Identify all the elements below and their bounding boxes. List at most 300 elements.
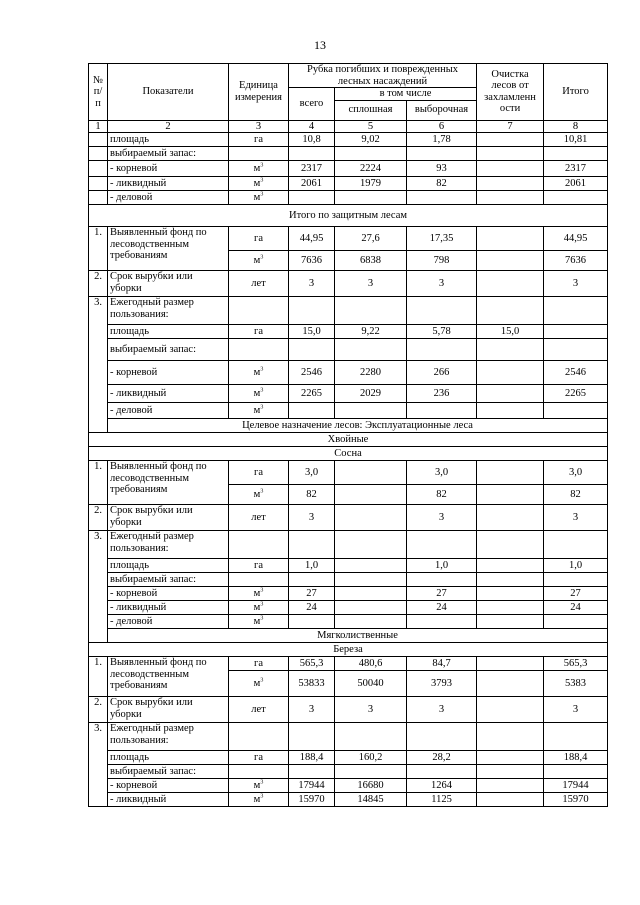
value-cell: 93 [407,161,477,177]
value-cell: 24 [289,601,335,615]
section-row [89,643,608,657]
value-cell [335,461,407,485]
value-cell: 480,6 [335,657,407,671]
empty-cell [335,723,407,751]
empty-cell [335,297,407,325]
value-cell: 1979 [335,177,407,191]
value-cell: 266 [407,361,477,385]
value-cell [335,587,407,601]
value-cell: 1,78 [407,133,477,147]
table-cell [229,573,289,587]
table-row [89,271,608,297]
unit-text: м [253,404,261,416]
value-cell [544,325,608,339]
value-cell: 27,6 [335,227,407,251]
table-cell [89,177,108,191]
label-liquid: - ликвидный [108,177,229,191]
label-area: площадь [108,325,229,339]
unit-superscript: 3 [260,387,264,394]
table-row [89,385,608,403]
unit-superscript: 3 [260,177,264,184]
empty-cell [477,765,544,779]
value-cell: 17,35 [407,227,477,251]
empty-cell [289,765,335,779]
header-row [89,64,608,88]
value-cell: 17944 [544,779,608,793]
value-cell [477,587,544,601]
label-term: Срок вырубки или уборки [108,271,229,297]
value-cell: 3793 [407,671,477,697]
section-row [89,419,608,433]
empty-cell [289,297,335,325]
value-cell: 15,0 [289,325,335,339]
table-cell [229,531,289,559]
column-number: 5 [335,120,407,133]
value-cell: 16680 [335,779,407,793]
table-row [89,587,608,601]
value-cell [477,671,544,697]
value-cell: 3 [544,505,608,531]
row-number: 3. [89,531,108,643]
page-number: 13 [314,38,326,52]
section-title: Сосна [89,447,608,461]
value-cell: 2061 [544,177,608,191]
unit-cell: га [229,227,289,251]
unit-superscript: 3 [260,488,264,495]
empty-cell [289,531,335,559]
label-area: площадь [108,559,229,573]
value-cell: 3 [335,271,407,297]
empty-cell [407,615,477,629]
empty-cell [289,339,335,361]
value-cell: 82 [544,485,608,505]
unit-text: м [253,191,261,203]
unit-superscript: 3 [260,779,264,786]
table-row [89,147,608,161]
unit-cell: га [229,325,289,339]
unit-text: м [253,366,261,378]
value-cell: 14845 [335,793,407,807]
empty-cell [477,339,544,361]
unit-cell: лет [229,505,289,531]
table-row [89,601,608,615]
label-business: - деловой [108,403,229,419]
empty-cell [407,573,477,587]
section-title: Береза [89,643,608,657]
value-cell [477,601,544,615]
table-row [89,657,608,671]
section-title: Целевое назначение лесов: Эксплуатационные леса [108,419,608,433]
unit-cell [229,191,289,205]
row-number: 1. [89,227,108,271]
value-cell: 28,2 [407,751,477,765]
value-cell: 3 [289,271,335,297]
value-cell: 1,0 [289,559,335,573]
value-cell: 3,0 [289,461,335,485]
unit-cell [229,671,289,697]
value-cell: 1,0 [544,559,608,573]
empty-cell [544,531,608,559]
value-cell: 3 [335,697,407,723]
header-select: выборочная [407,100,477,120]
value-cell [477,161,544,177]
label-area: площадь [108,133,229,147]
unit-text: м [253,162,261,174]
unit-superscript: 3 [260,601,264,608]
value-cell: 5383 [544,671,608,697]
table-row [89,297,608,325]
value-cell: 27 [407,587,477,601]
empty-cell [544,339,608,361]
value-cell: 24 [407,601,477,615]
table-cell [229,339,289,361]
header-unit: Единица измерения [229,64,289,121]
value-cell: 53833 [289,671,335,697]
value-cell: 3 [407,505,477,531]
empty-cell [335,765,407,779]
value-cell [477,385,544,403]
empty-cell [544,297,608,325]
section-row [89,629,608,643]
value-cell: 188,4 [289,751,335,765]
label-annual: Ежегодный размер пользования: [108,297,229,325]
unit-cell [229,779,289,793]
table-cell [229,765,289,779]
value-cell: 15970 [544,793,608,807]
table-row [89,765,608,779]
value-cell [477,559,544,573]
label-liquid: - ликвидный [108,385,229,403]
empty-cell [289,615,335,629]
unit-cell [229,177,289,191]
empty-cell [407,531,477,559]
unit-text: м [253,677,261,689]
value-cell: 1264 [407,779,477,793]
empty-cell [335,191,407,205]
empty-cell [544,191,608,205]
table-row [89,339,608,361]
value-cell [477,751,544,765]
label-stock: выбираемый запас: [108,147,229,161]
table-row [89,505,608,531]
value-cell: 24 [544,601,608,615]
column-number: 3 [229,120,289,133]
value-cell: 2280 [335,361,407,385]
unit-cell [229,793,289,807]
section-title: Хвойные [89,433,608,447]
table-row [89,461,608,485]
value-cell: 44,95 [544,227,608,251]
value-cell: 3,0 [544,461,608,485]
header-clear: сплошная [335,100,407,120]
column-number: 7 [477,120,544,133]
value-cell: 84,7 [407,657,477,671]
value-cell: 565,3 [544,657,608,671]
row-number: 2. [89,271,108,297]
section-row [89,205,608,227]
value-cell [477,227,544,251]
empty-cell [335,573,407,587]
table-row [89,177,608,191]
value-cell: 565,3 [289,657,335,671]
value-cell: 1125 [407,793,477,807]
empty-cell [335,339,407,361]
label-fund: Выявленный фонд по лесоводственным требованиям [108,461,229,505]
value-cell [477,793,544,807]
table-row [89,615,608,629]
table-row [89,573,608,587]
table-row [89,361,608,385]
row-number: 1. [89,461,108,505]
header-num: № п/ п [89,64,108,121]
header-felling: Рубка погибших и поврежденных лесных насаждений [289,64,477,88]
empty-cell [477,531,544,559]
unit-cell: га [229,133,289,147]
unit-cell [229,587,289,601]
value-cell [477,697,544,723]
table-row [89,697,608,723]
label-stock: выбираемый запас: [108,573,229,587]
value-cell [335,559,407,573]
table-row [89,227,608,251]
label-term: Срок вырубки или уборки [108,697,229,723]
unit-cell: га [229,657,289,671]
row-number: 2. [89,505,108,531]
section-title: Мягколиственные [108,629,608,643]
value-cell [477,133,544,147]
table-row [89,779,608,793]
value-cell: 7636 [544,251,608,271]
empty-cell [477,297,544,325]
label-root: - корневой [108,587,229,601]
label-stock: выбираемый запас: [108,765,229,779]
unit-cell [229,615,289,629]
section-title: Итого по защитным лесам [89,205,608,227]
unit-cell: га [229,461,289,485]
value-cell: 2029 [335,385,407,403]
label-root: - корневой [108,161,229,177]
empty-cell [544,765,608,779]
empty-cell [544,147,608,161]
header-incl: в том числе [335,88,477,101]
table-row [89,191,608,205]
header-indicator: Показатели [108,64,229,121]
unit-superscript: 3 [260,162,264,169]
unit-cell [229,385,289,403]
value-cell [335,601,407,615]
table-cell [229,723,289,751]
empty-cell [289,147,335,161]
value-cell: 2265 [289,385,335,403]
unit-cell: лет [229,271,289,297]
column-number-row [89,120,608,133]
table-row [89,559,608,573]
value-cell: 160,2 [335,751,407,765]
table-cell [89,133,108,147]
unit-superscript: 3 [260,404,264,411]
column-number: 2 [108,120,229,133]
table-row [89,161,608,177]
empty-cell [407,147,477,161]
table-cell [229,147,289,161]
unit-cell [229,361,289,385]
label-root: - корневой [108,779,229,793]
header-total-all: всего [289,88,335,121]
value-cell: 15,0 [477,325,544,339]
table-row [89,531,608,559]
unit-text: м [253,793,261,805]
column-number: 6 [407,120,477,133]
value-cell: 82 [407,485,477,505]
value-cell: 27 [289,587,335,601]
unit-superscript: 3 [260,615,264,622]
table-row [89,751,608,765]
value-cell [335,505,407,531]
unit-superscript: 3 [260,366,264,373]
unit-cell [229,251,289,271]
value-cell: 2546 [544,361,608,385]
label-business: - деловой [108,615,229,629]
unit-cell [229,601,289,615]
value-cell [477,361,544,385]
empty-cell [335,403,407,419]
value-cell [477,485,544,505]
header-itogo: Итого [544,64,608,121]
value-cell: 3 [407,697,477,723]
table-row [89,133,608,147]
column-number: 1 [89,120,108,133]
empty-cell [407,723,477,751]
section-row [89,447,608,461]
unit-text: м [253,254,261,266]
row-number: 2. [89,697,108,723]
value-cell [335,485,407,505]
empty-cell [289,573,335,587]
empty-cell [407,191,477,205]
label-business: - деловой [108,191,229,205]
label-area: площадь [108,751,229,765]
value-cell: 3 [544,271,608,297]
row-number: 3. [89,297,108,433]
unit-superscript: 3 [260,254,264,261]
empty-cell [407,339,477,361]
empty-cell [544,403,608,419]
value-cell: 2061 [289,177,335,191]
label-liquid: - ликвидный [108,793,229,807]
empty-cell [289,723,335,751]
unit-superscript: 3 [260,677,264,684]
table-cell [229,297,289,325]
empty-cell [289,403,335,419]
value-cell: 15970 [289,793,335,807]
unit-superscript: 3 [260,793,264,800]
value-cell: 1,0 [407,559,477,573]
label-fund: Выявленный фонд по лесоводственным требованиям [108,227,229,271]
value-cell: 44,95 [289,227,335,251]
unit-text: м [253,488,261,500]
unit-cell [229,403,289,419]
value-cell: 236 [407,385,477,403]
value-cell: 2546 [289,361,335,385]
value-cell: 82 [289,485,335,505]
value-cell [477,505,544,531]
value-cell: 10,81 [544,133,608,147]
value-cell: 5,78 [407,325,477,339]
value-cell: 7636 [289,251,335,271]
forest-use-table [88,63,608,807]
empty-cell [477,723,544,751]
empty-cell [477,191,544,205]
unit-text: м [253,615,261,627]
unit-text: м [253,387,261,399]
empty-cell [335,615,407,629]
label-root: - корневой [108,361,229,385]
unit-cell: га [229,559,289,573]
value-cell [477,251,544,271]
label-fund: Выявленный фонд по лесоводственным требованиям [108,657,229,697]
label-term: Срок вырубки или уборки [108,505,229,531]
unit-text: м [253,177,261,189]
table-cell [89,191,108,205]
empty-cell [407,297,477,325]
unit-text: м [253,587,261,599]
section-row [89,433,608,447]
empty-cell [407,765,477,779]
row-number: 3. [89,723,108,807]
value-cell: 2317 [289,161,335,177]
value-cell: 6838 [335,251,407,271]
value-cell [477,779,544,793]
unit-cell [229,161,289,177]
label-annual: Ежегодный размер пользования: [108,531,229,559]
unit-superscript: 3 [260,587,264,594]
label-liquid: - ликвидный [108,601,229,615]
unit-cell [229,485,289,505]
value-cell: 2317 [544,161,608,177]
label-annual: Ежегодный размер пользования: [108,723,229,751]
unit-cell: лет [229,697,289,723]
value-cell: 3 [289,505,335,531]
column-number: 4 [289,120,335,133]
value-cell: 3 [289,697,335,723]
empty-cell [544,723,608,751]
value-cell: 27 [544,587,608,601]
value-cell: 3,0 [407,461,477,485]
value-cell: 2265 [544,385,608,403]
empty-cell [289,191,335,205]
table-cell [89,161,108,177]
table-row [89,723,608,751]
table-cell [89,147,108,161]
empty-cell [335,147,407,161]
value-cell [477,177,544,191]
unit-text: м [253,601,261,613]
empty-cell [544,615,608,629]
value-cell [477,461,544,485]
empty-cell [477,403,544,419]
value-cell: 9,02 [335,133,407,147]
table-row [89,793,608,807]
empty-cell [477,573,544,587]
column-number: 8 [544,120,608,133]
value-cell: 50040 [335,671,407,697]
empty-cell [477,147,544,161]
value-cell: 3 [407,271,477,297]
value-cell: 82 [407,177,477,191]
header-cleaning: Очистка лесов от захламленн ости [477,64,544,121]
row-number: 1. [89,657,108,697]
label-stock: выбираемый запас: [108,339,229,361]
